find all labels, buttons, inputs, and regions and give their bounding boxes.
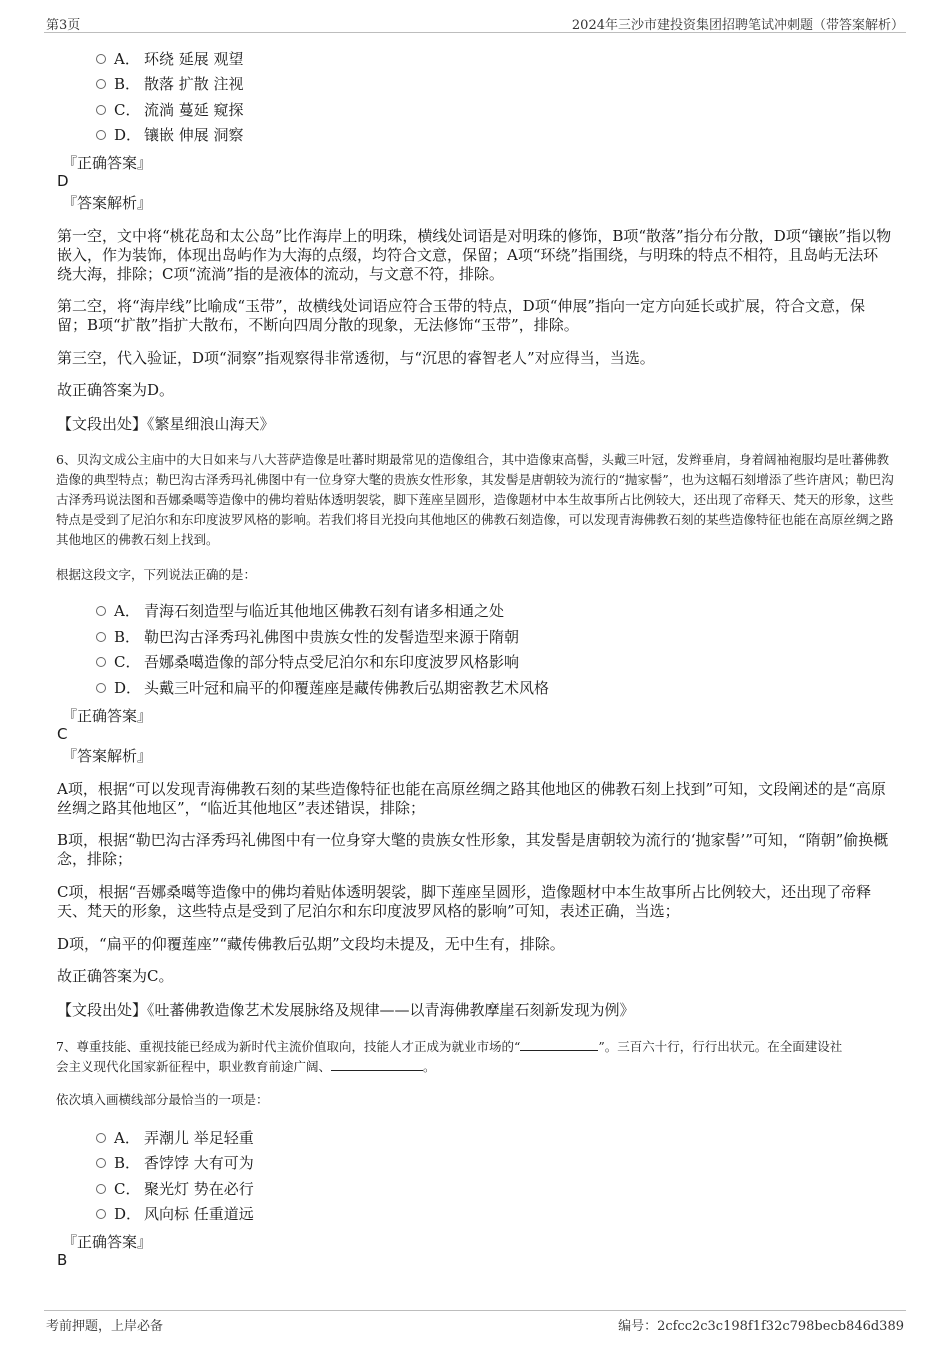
page-number: 第3页 [46,18,81,33]
q5-analysis-1: 第一空，文中将“桃花岛和太公岛”比作海岸上的明珠，横线处词语是对明珠的修饰，B项“散落”指分布分散，D项“镶嵌”指以物嵌入，作为装饰，体现出岛屿作为大海的点缀，均符合文意，保留；A项“环绕”指围绕，与明珠的特点不相符，且岛屿无法环绕大海，排除；C项“流淌”指的是液体的流动，与文意不符，排除。 [57,227,892,283]
q7-answer: B [57,1251,68,1269]
analysis-label: 『答案解析』 [62,194,153,212]
q5-analysis-3: 第三空，代入验证，D项“洞察”指观察得非常透彻，与“沉思的睿智老人”对应得当，当选。 [57,349,655,367]
page-footer [44,1310,906,1335]
q6-analysis-a: A项，根据“可以发现青海佛教石刻的某些造像特征也能在高原丝绸之路其他地区的佛教石刻上找到”可知，文段阐述的是“高原丝绸之路其他地区”，“临近其他地区”表述错误，排除； [57,780,886,817]
q7-option-c[interactable]: C． 聚光灯 势在必行 [96,1178,254,1198]
q6-option-d[interactable]: D． 头戴三叶冠和扁平的仰覆莲座是藏传佛教后弘期密教艺术风格 [96,677,549,697]
document-code: 编号：2cfcc2c3c198f1f32c798becb846d389 [618,1319,904,1334]
q6-source: 【文段出处】《吐蕃佛教造像艺术发展脉络及规律——以青海佛教摩崖石刻新发现为例》 [57,1001,635,1019]
q6-analysis-d: D项，“扁平的仰覆莲座”“藏传佛教后弘期”文段均未提及，无中生有，排除。 [57,935,565,953]
q5-analysis-2: 第二空，将“海岸线”比喻成“玉带”，故横线处词语应符合玉带的特点，D项“伸展”指向一定方向延长或扩展，符合文意，保留；B项“扩散”指扩大散布，不断向四周分散的现象，无法修饰“玉带”，排除。 [57,297,866,334]
q6-prompt: 根据这段文字，下列说法正确的是： [56,567,257,582]
radio-icon[interactable] [96,105,106,115]
footer-slogan: 考前押题，上岸必备 [46,1319,164,1334]
radio-icon[interactable] [96,657,106,667]
radio-icon[interactable] [96,683,106,693]
q7-option-d[interactable]: D． 风向标 任重道远 [96,1203,254,1223]
q6-option-b[interactable]: B． 勒巴沟古泽秀玛礼佛图中贵族女性的发髻造型来源于隋朝 [96,626,519,646]
document-title: 2024年三沙市建投资集团招聘笔试冲刺题（带答案解析） [571,18,904,33]
correct-answer-label: 『正确答案』 [62,707,153,725]
correct-answer-label: 『正确答案』 [62,1233,153,1251]
q6-analysis-conclusion: 故正确答案为C。 [57,967,174,985]
q6-option-c[interactable]: C． 吾娜桑噶造像的部分特点受尼泊尔和东印度波罗风格影响 [96,651,519,671]
radio-icon[interactable] [96,54,106,64]
q7-option-a[interactable]: A． 弄潮儿 举足轻重 [96,1127,254,1147]
radio-icon[interactable] [96,1133,106,1143]
radio-icon[interactable] [96,79,106,89]
correct-answer-label: 『正确答案』 [62,154,153,172]
radio-icon[interactable] [96,1158,106,1168]
q5-source: 【文段出处】《繁星细浪山海天》 [57,415,275,433]
q6-option-a[interactable]: A． 青海石刻造型与临近其他地区佛教石刻有诸多相通之处 [96,600,504,620]
q5-option-c[interactable]: C． 流淌 蔓延 窥探 [96,99,244,119]
radio-icon[interactable] [96,1184,106,1194]
radio-icon[interactable] [96,632,106,642]
analysis-label: 『答案解析』 [62,747,153,765]
q7-blank-2[interactable] [331,1058,423,1071]
radio-icon[interactable] [96,130,106,140]
q6-analysis-c: C项，根据“吾娜桑噶等造像中的佛均着贴体透明袈裟，脚下莲座呈圆形，造像题材中本生故事所占比例较大，还出现了帝释天、梵天的形象，这些特点是受到了尼泊尔和东印度波罗风格的影响”可知，表述正确，当选； [57,883,872,920]
q7-prompt: 依次填入画横线部分最恰当的一项是： [56,1092,269,1107]
q5-analysis-4: 故正确答案为D。 [57,381,175,399]
q5-answer: D [57,172,69,190]
q7-stem: 7、尊重技能、重视技能已经成为新时代主流价值取向，技能人才正成为就业市场的“ ”。三百六十行，行行出状元。在全面建设社 会主义现代化国家新征程中，职业教育前途广阔、 。 [56,1039,843,1074]
q7-option-b[interactable]: B． 香饽饽 大有可为 [96,1152,254,1172]
q5-option-d[interactable]: D． 镶嵌 伸展 洞察 [96,124,244,144]
radio-icon[interactable] [96,606,106,616]
q5-option-b[interactable]: B． 散落 扩散 注视 [96,73,244,93]
q7-blank-1[interactable] [520,1038,598,1051]
q6-stem: 6、贝沟文成公主庙中的大日如来与八大菩萨造像是吐蕃时期最常见的造像组合，其中造像束高髻，头戴三叶冠，发辫垂肩，身着阔袖袍服均是吐蕃佛教造像的典型特点；勒巴沟古泽秀玛礼佛图中有一位身穿大氅的贵族女性形象，其发髻是唐朝较为流行的“抛家髻”，也为这幅石刻增添了些许唐风；勒巴沟古泽秀玛说法图和吾娜桑噶等造像中的佛均着贴体透明袈裟，脚下莲座呈圆形，造像题材中本生故事所占比例较大，还出现了帝释天、梵天的形象，这些特点是受到了尼泊尔和东印度波罗风格的影响。若我们将目光投向其他地区的佛教石刻造像，可以发现青海佛教石刻的某些造像特征也能在高原丝绸之路其他地区的佛教石刻上找到。 [56,452,894,547]
q5-option-a[interactable]: A． 环绕 延展 观望 [96,48,244,68]
q6-answer: C [57,725,68,743]
q6-analysis-b: B项，根据“勒巴沟古泽秀玛礼佛图中有一位身穿大氅的贵族女性形象，其发髻是唐朝较为流行的‘抛家髻’”可知，“隋朝”偷换概念，排除； [57,831,889,868]
radio-icon[interactable] [96,1209,106,1219]
page-header [44,12,906,33]
